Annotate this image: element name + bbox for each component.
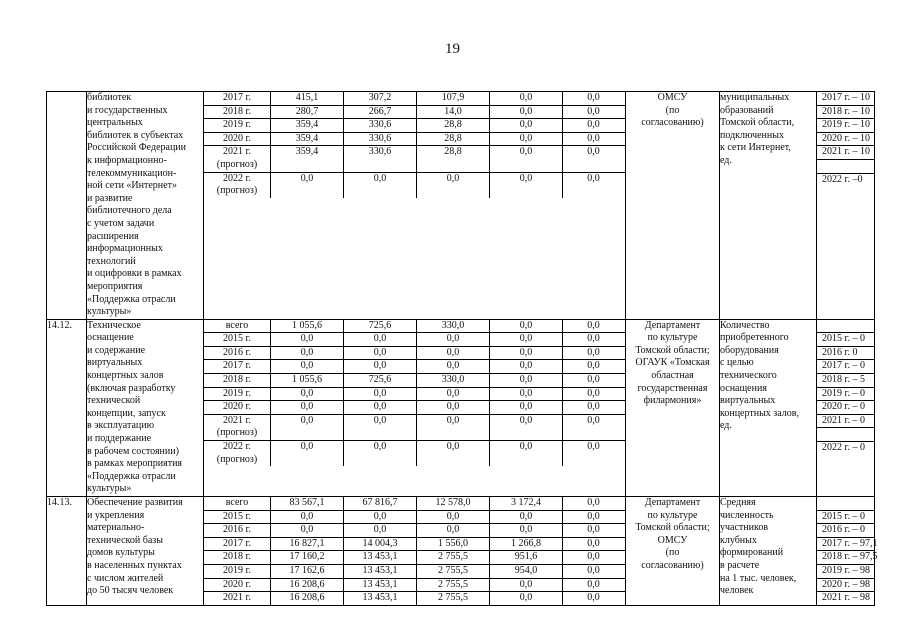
funding-value: 0,0: [343, 360, 416, 373]
funding-year: 2021 г.: [223, 592, 251, 604]
funding-year: 2020 г.: [223, 401, 251, 413]
activity-name-line: в рамках мероприятия: [87, 458, 183, 470]
organization-line: ОМСУ: [657, 534, 688, 546]
organization-line: согласованию): [641, 117, 704, 129]
funding-value: 0,0: [562, 401, 624, 414]
funding-value: 0,0: [489, 441, 562, 466]
funding-value: 0,0: [270, 333, 343, 346]
organization-line: согласованию): [641, 559, 704, 571]
funding-value: 0,0: [562, 374, 624, 387]
funding-value: 16 208,6: [270, 592, 343, 605]
indicator-line: технического: [720, 370, 777, 382]
funding-value: 330,0: [416, 320, 489, 333]
organization-line: по культуре: [647, 509, 698, 521]
funding-year: 2017 г.: [223, 360, 251, 372]
activity-name-line: и развитие: [87, 192, 133, 204]
funding-row: [204, 172, 625, 198]
funding-value: 1 055,6: [270, 320, 343, 333]
funding-row: [204, 359, 625, 373]
funding-value: 14 004,3: [343, 538, 416, 551]
activity-row: [47, 319, 875, 496]
indicator-line: к сети Интернет,: [720, 142, 791, 154]
indicator-line: оборудования: [720, 344, 779, 356]
activity-name-line: оснащение: [87, 332, 134, 344]
organization-line: Томской области;: [635, 344, 710, 356]
activity-name: [87, 92, 204, 320]
funding-value: 0,0: [562, 360, 624, 373]
activity-name-line: Техническое: [87, 319, 141, 331]
target-value: 2015 г. – 0: [817, 510, 874, 524]
funding-value: 0,0: [270, 441, 343, 466]
activity-name-line: к информационно-: [87, 154, 167, 166]
activity-name: [87, 319, 204, 496]
funding-value: 1 556,0: [416, 538, 489, 551]
indicator-line: оснащения: [720, 382, 767, 394]
funding-year: 2020 г.: [223, 132, 251, 144]
funding-row: [204, 591, 625, 605]
funding-value: 0,0: [489, 592, 562, 605]
funding-value: 2 755,5: [416, 551, 489, 564]
funding-year: 2022 г. (прогноз): [216, 172, 258, 197]
funding-year: всего: [225, 497, 249, 508]
activity-number: [47, 92, 87, 320]
target-value: 2018 г. – 5: [817, 373, 874, 387]
funding-year: 2017 г.: [223, 537, 251, 549]
funding-value: 330,6: [343, 119, 416, 132]
target-value: 2022 г. – 0: [817, 441, 874, 455]
funding-row: [204, 510, 625, 524]
funding-row: [204, 145, 625, 171]
funding-value: 330,0: [416, 374, 489, 387]
indicator-targets: [817, 497, 878, 606]
funding-value: 0,0: [489, 579, 562, 592]
funding-value: 0,0: [343, 415, 416, 440]
funding-value: 280,7: [270, 106, 343, 119]
indicator-line: Средняя: [720, 497, 756, 508]
target-value: 2018 г. – 97,5: [817, 550, 874, 564]
funding-value: 0,0: [489, 146, 562, 171]
funding-value: 0,0: [270, 360, 343, 373]
funding-value: 0,0: [489, 360, 562, 373]
activity-name-line: расширения: [87, 230, 139, 242]
target-value: 2020 г. – 10: [817, 132, 874, 146]
target-value: 2021 г. – 98: [817, 591, 874, 605]
funding-value: 0,0: [489, 415, 562, 440]
target-value: 2020 г. – 98: [817, 578, 874, 592]
activity-name-line: концертных залов: [87, 370, 164, 382]
indicator-name: [720, 92, 817, 320]
funding-row: [204, 132, 625, 146]
indicator-name: [720, 319, 817, 496]
organization-line: ОГАУК «Томская: [635, 357, 710, 369]
target-value: 2022 г. –0: [817, 173, 874, 187]
funding-value: 0,0: [562, 347, 624, 360]
funding-value: 0,0: [270, 415, 343, 440]
funding-value: 0,0: [270, 347, 343, 360]
funding-value: 0,0: [489, 524, 562, 537]
funding-value: 725,6: [343, 320, 416, 333]
funding-value: 0,0: [562, 415, 624, 440]
target-value: 2021 г. – 0: [817, 414, 874, 428]
activity-name-line: центральных: [87, 117, 143, 129]
funding-value: 1 055,6: [270, 374, 343, 387]
funding-value: 0,0: [343, 441, 416, 466]
funding-row: [204, 373, 625, 387]
funding-value: 1 266,8: [489, 538, 562, 551]
target-value: [817, 427, 874, 441]
activity-name-line: и государственных: [87, 104, 168, 116]
target-value: 2020 г. – 0: [817, 400, 874, 414]
program-activities-table: [46, 91, 878, 606]
activity-name-line: и укрепления: [87, 509, 145, 521]
funding-value: 13 453,1: [343, 579, 416, 592]
funding-value: 954,0: [489, 565, 562, 578]
funding-value: 28,8: [416, 146, 489, 171]
activity-name-line: Обеспечение развития: [87, 497, 183, 508]
activity-name-line: с числом жителей: [87, 572, 164, 584]
activity-name-line: Российской Федерации: [87, 142, 187, 154]
funding-value: 415,1: [270, 92, 343, 105]
organization-line: Департамент: [644, 497, 701, 508]
funding-value: 0,0: [562, 441, 624, 466]
funding-value: 0,0: [489, 133, 562, 146]
funding-row: [204, 497, 625, 510]
funding-value: 0,0: [562, 173, 624, 198]
funding-value: 16 827,1: [270, 538, 343, 551]
funding-value: 83 567,1: [270, 497, 343, 510]
funding-row: [204, 523, 625, 537]
funding-value: 0,0: [562, 106, 624, 119]
funding-value: 13 453,1: [343, 565, 416, 578]
indicator-line: в расчете: [720, 559, 760, 571]
funding-row: [204, 564, 625, 578]
funding-value: 0,0: [270, 524, 343, 537]
funding-value: 0,0: [562, 579, 624, 592]
target-value: 2019 г. – 98: [817, 564, 874, 578]
target-value: 2017 г. – 97,1: [817, 537, 874, 551]
funding-value: 330,6: [343, 133, 416, 146]
funding-row: [204, 537, 625, 551]
indicator-line: человек: [720, 585, 754, 597]
indicator-line: участников: [720, 522, 769, 534]
funding-value: 0,0: [562, 119, 624, 132]
funding-value: 28,8: [416, 119, 489, 132]
funding-value: 14,0: [416, 106, 489, 119]
activity-name-line: материально-: [87, 522, 145, 534]
funding-value: 0,0: [562, 511, 624, 524]
indicator-line: образований: [720, 104, 774, 116]
funding-value: 330,6: [343, 146, 416, 171]
activity-name-line: мероприятия: [87, 280, 143, 292]
target-value: 2016 г. 0: [817, 346, 874, 360]
target-value: 2021 г. – 10: [817, 145, 874, 159]
activity-name-line: и содержание: [87, 344, 146, 356]
target-value: [817, 497, 874, 510]
target-value: 2015 г. – 0: [817, 332, 874, 346]
funding-value: 3 172,4: [489, 497, 562, 510]
funding-year: 2022 г. (прогноз): [216, 441, 258, 465]
activity-name-line: технологий: [87, 255, 136, 267]
funding-row: [204, 320, 625, 333]
funding-value: 0,0: [562, 133, 624, 146]
funding-value: 725,6: [343, 374, 416, 387]
funding-value: 0,0: [270, 511, 343, 524]
funding-value: 0,0: [562, 92, 624, 105]
funding-value: 0,0: [343, 401, 416, 414]
funding-row: [204, 332, 625, 346]
funding-value: 0,0: [489, 173, 562, 198]
funding-value: 13 453,1: [343, 592, 416, 605]
funding-value: 0,0: [489, 401, 562, 414]
funding-value: 0,0: [343, 388, 416, 401]
activity-name-line: культуры»: [87, 483, 132, 495]
activity-name-line: домов культуры: [87, 547, 155, 559]
organization-line: областная: [651, 370, 694, 382]
funding-value: 2 755,5: [416, 565, 489, 578]
funding-value: 0,0: [489, 106, 562, 119]
funding-value: 0,0: [416, 441, 489, 466]
funding-data: [204, 92, 626, 320]
indicator-line: муниципальных: [720, 92, 790, 103]
funding-value: 107,9: [416, 92, 489, 105]
funding-year: 2016 г.: [223, 346, 251, 358]
funding-value: 0,0: [416, 347, 489, 360]
organization-line: ОМСУ: [657, 92, 688, 103]
activity-row: [47, 497, 875, 606]
funding-value: 359,4: [270, 146, 343, 171]
funding-value: 0,0: [489, 388, 562, 401]
activity-name-line: «Поддержка отрасли: [87, 293, 176, 305]
funding-value: 0,0: [489, 320, 562, 333]
indicator-line: формирований: [720, 547, 784, 559]
funding-data: [204, 497, 626, 606]
activity-name-line: в рабочем состоянии): [87, 445, 179, 457]
funding-value: 307,2: [343, 92, 416, 105]
funding-value: 0,0: [489, 92, 562, 105]
indicator-line: подключенных: [720, 129, 784, 141]
organization-line: филармония»: [643, 395, 702, 407]
organization-line: государственная: [637, 382, 708, 394]
indicator-line: с целью: [720, 357, 754, 369]
funding-value: 17 162,6: [270, 565, 343, 578]
responsible-organization: [626, 319, 720, 496]
activity-name-line: телекоммуникацион-: [87, 167, 177, 179]
funding-year: 2018 г.: [223, 374, 251, 386]
funding-value: 0,0: [416, 333, 489, 346]
activity-name-line: концепции, запуск: [87, 407, 166, 419]
funding-value: 0,0: [562, 497, 624, 510]
funding-data: [204, 319, 626, 496]
organization-line: (по: [665, 104, 680, 116]
funding-year: 2019 г.: [223, 564, 251, 576]
funding-value: 0,0: [416, 388, 489, 401]
activity-name-line: культуры»: [87, 306, 132, 318]
target-value: [817, 320, 874, 333]
indicator-line: Томской области,: [720, 117, 795, 129]
funding-value: 0,0: [343, 333, 416, 346]
funding-row: [204, 400, 625, 414]
organization-line: (по: [665, 547, 680, 559]
funding-value: 0,0: [489, 119, 562, 132]
funding-value: 0,0: [270, 173, 343, 198]
funding-value: 0,0: [343, 347, 416, 360]
indicator-line: виртуальных: [720, 395, 776, 407]
funding-row: [204, 440, 625, 466]
funding-value: 0,0: [489, 347, 562, 360]
activity-name-line: в населенных пунктах: [87, 559, 182, 571]
funding-value: 17 160,2: [270, 551, 343, 564]
funding-row: [204, 346, 625, 360]
indicator-line: Количество: [720, 319, 770, 331]
activity-number: 14.12.: [47, 319, 87, 496]
activity-name-line: до 50 тысяч человек: [87, 585, 174, 597]
funding-year: 2019 г.: [223, 119, 251, 131]
funding-year: 2020 г.: [223, 578, 251, 590]
funding-row: [204, 92, 625, 105]
target-value: 2019 г. – 10: [817, 118, 874, 132]
funding-value: 0,0: [416, 524, 489, 537]
activity-name-line: и оцифровки в рамках: [87, 268, 182, 280]
page-number: 19: [445, 41, 460, 57]
indicator-line: ед.: [720, 154, 732, 166]
funding-value: 0,0: [562, 146, 624, 171]
activity-number: 14.13.: [47, 497, 87, 606]
funding-value: 359,4: [270, 133, 343, 146]
indicator-line: численность: [720, 509, 774, 521]
activity-name-line: (включая разработку: [87, 382, 176, 394]
funding-value: 0,0: [416, 360, 489, 373]
indicator-targets: [817, 319, 875, 496]
funding-row: [204, 550, 625, 564]
responsible-organization: [626, 92, 720, 320]
activity-name-line: технической базы: [87, 534, 163, 546]
target-value: 2019 г. – 0: [817, 387, 874, 401]
funding-year: 2019 г.: [223, 387, 251, 399]
funding-year: 2015 г.: [223, 510, 251, 522]
target-value: 2016 г. – 0: [817, 523, 874, 537]
activity-name-line: библиотек в субъектах: [87, 129, 184, 141]
funding-year: всего: [225, 319, 249, 331]
funding-value: 0,0: [343, 524, 416, 537]
funding-year: 2021 г. (прогноз): [216, 146, 258, 170]
indicator-line: концертных залов,: [720, 407, 799, 419]
target-value: [817, 159, 874, 173]
funding-value: 2 755,5: [416, 579, 489, 592]
funding-value: 0,0: [562, 551, 624, 564]
funding-value: 0,0: [562, 524, 624, 537]
organization-line: Томской области;: [635, 522, 710, 534]
activity-name-line: с учетом задачи: [87, 217, 155, 229]
activity-name-line: и поддержание: [87, 433, 152, 445]
funding-row: [204, 414, 625, 440]
funding-value: 0,0: [416, 415, 489, 440]
activity-row: [47, 92, 875, 320]
indicator-line: ед.: [720, 420, 732, 432]
activity-name-line: технической: [87, 395, 141, 407]
funding-value: 0,0: [416, 511, 489, 524]
funding-value: 266,7: [343, 106, 416, 119]
funding-value: 0,0: [416, 173, 489, 198]
funding-value: 0,0: [562, 388, 624, 401]
funding-value: 0,0: [562, 592, 624, 605]
funding-value: 0,0: [489, 511, 562, 524]
indicator-line: приобретенного: [720, 332, 789, 344]
activity-name-line: «Поддержка отрасли: [87, 470, 176, 482]
funding-value: 12 578,0: [416, 497, 489, 510]
funding-value: 0,0: [562, 565, 624, 578]
funding-row: [204, 105, 625, 119]
funding-year: 2018 г.: [223, 551, 251, 563]
target-value: 2017 г. – 10: [822, 92, 870, 103]
funding-year: 2015 г.: [223, 333, 251, 345]
funding-year: 2018 г.: [223, 105, 251, 117]
activity-name-line: виртуальных: [87, 357, 143, 369]
funding-value: 0,0: [489, 374, 562, 387]
funding-value: 13 453,1: [343, 551, 416, 564]
funding-row: [204, 578, 625, 592]
target-value: 2018 г. – 10: [817, 105, 874, 119]
funding-value: 0,0: [489, 333, 562, 346]
responsible-organization: [626, 497, 720, 606]
funding-value: 0,0: [562, 320, 624, 333]
funding-row: [204, 118, 625, 132]
funding-value: 0,0: [562, 538, 624, 551]
funding-value: 0,0: [270, 401, 343, 414]
activity-name: [87, 497, 204, 606]
funding-value: 2 755,5: [416, 592, 489, 605]
activity-name-line: информационных: [87, 243, 163, 255]
indicator-line: на 1 тыс. человек,: [720, 572, 797, 584]
funding-row: [204, 387, 625, 401]
activity-name-line: библиотек: [87, 92, 132, 103]
target-value: 2017 г. – 0: [817, 359, 874, 373]
funding-value: 0,0: [562, 333, 624, 346]
funding-value: 67 816,7: [343, 497, 416, 510]
indicator-targets: [817, 92, 875, 320]
organization-line: Департамент: [644, 319, 701, 331]
activity-name-line: в эксплуатацию: [87, 420, 155, 432]
organization-line: по культуре: [647, 332, 698, 344]
funding-value: 0,0: [343, 511, 416, 524]
activity-name-line: библиотечного дела: [87, 205, 172, 217]
activity-name-line: ной сети «Интернет»: [87, 180, 177, 192]
funding-year: 2017 г.: [223, 92, 251, 103]
funding-value: 28,8: [416, 133, 489, 146]
indicator-name: [720, 497, 817, 606]
indicator-line: клубных: [720, 534, 757, 546]
funding-value: 0,0: [416, 401, 489, 414]
funding-value: 0,0: [270, 388, 343, 401]
funding-value: 0,0: [343, 173, 416, 198]
funding-year: 2021 г. (прогноз): [216, 414, 258, 439]
funding-value: 359,4: [270, 119, 343, 132]
funding-year: 2016 г.: [223, 524, 251, 536]
funding-value: 16 208,6: [270, 579, 343, 592]
funding-value: 951,6: [489, 551, 562, 564]
